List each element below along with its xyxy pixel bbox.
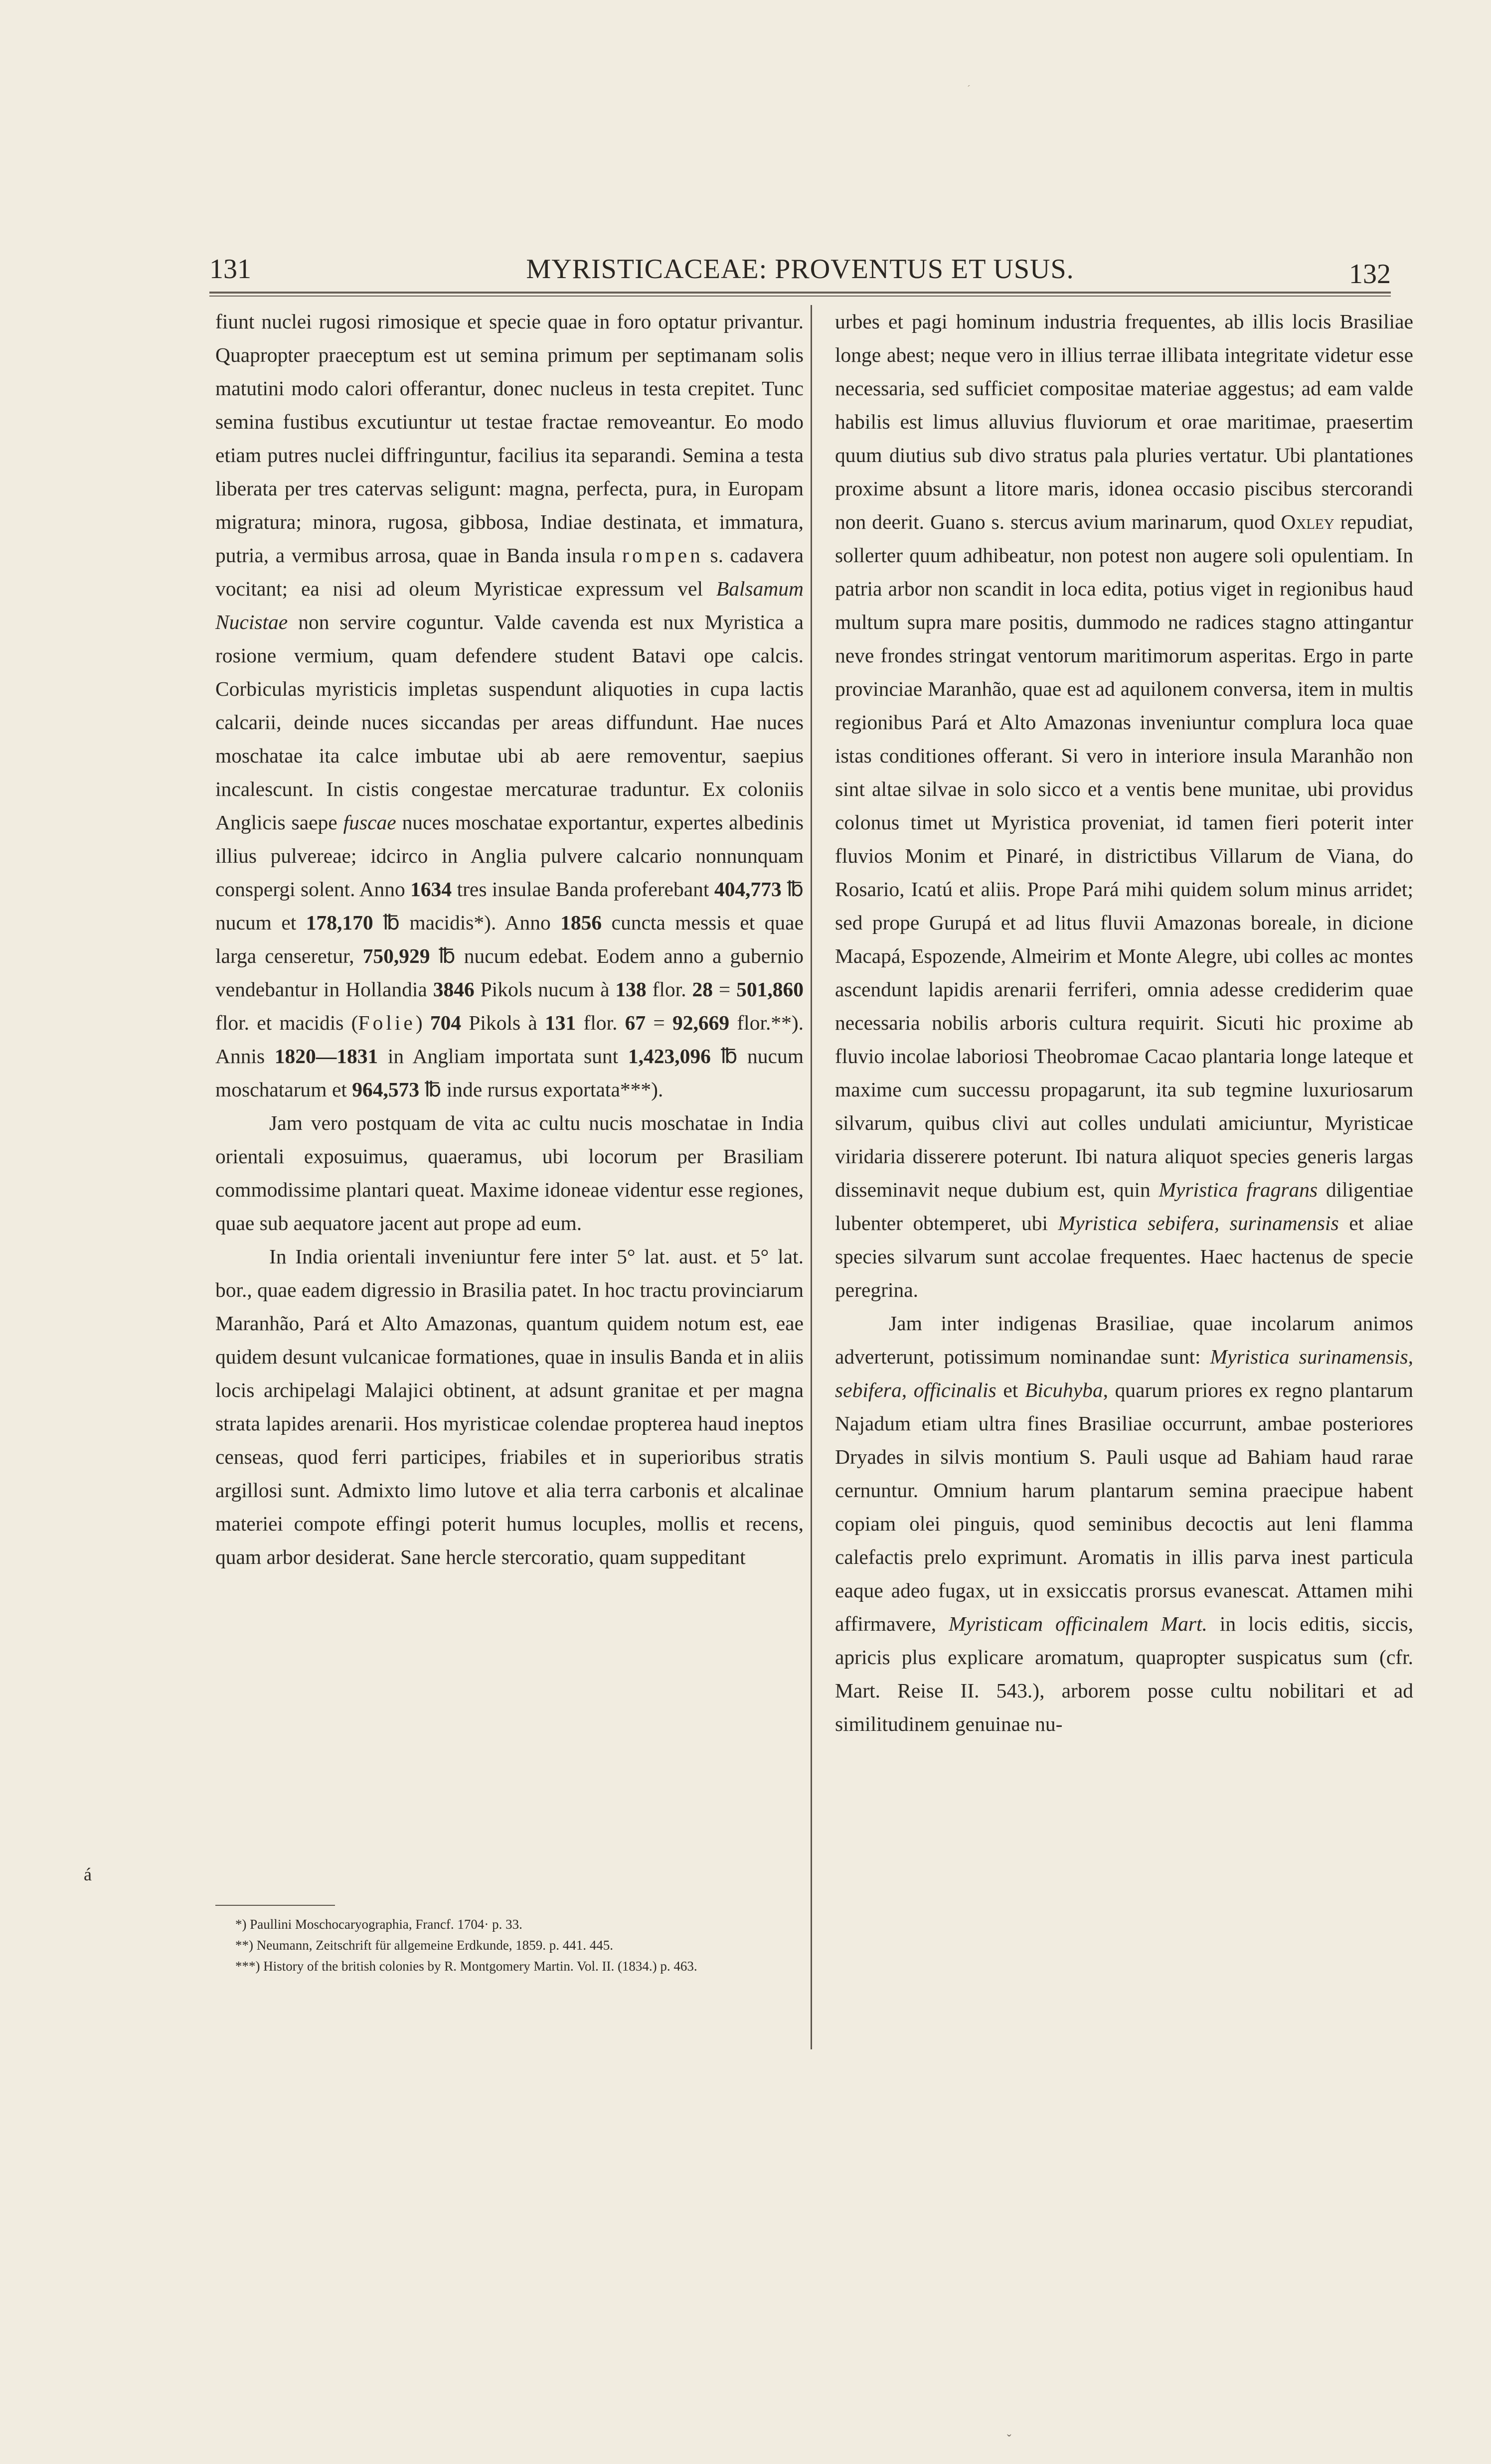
paragraph-2: Jam inter indigenas Brasiliae, quae incolarum animos adverterunt, potissimum nominandae sunt: Myristica surinamensis, sebifera, officinalis et Bicuhyba, quarum priores ex regno plantarum Najadum etiam ultra fines Brasiliae occurrunt, ambae posteriores Dryades in silvis montium S. Pauli usque ad Bahiam haud rarae cernuntur. Omnium harum plantarum semina praecipue habent copiam olei pinguis, quod seminibus decoctis aut leni flamma calefactis prelo exprimunt. Aromatis in illis parva inest particula eaque adeo fugax, ut in exsiccatis prorsus evanescat. Attamen mihi affirmavere, Myristicam officinalem Mart. in locis editis, siccis, apricis plus explicare aromatum, quapropter suspicatus sum (cfr. Mart. Reise II. 543.), arborem posse cultu nobilitari et ad similitudinem genuinae nu-: [835, 1312, 1414, 1735]
page-number-right: 132: [1349, 259, 1391, 290]
bottom-mark: ˇ: [1007, 2432, 1011, 2447]
running-title: MYRISTICACEAE: PROVENTUS ET USUS.: [526, 254, 1074, 285]
header-rule-thin: [209, 296, 1391, 297]
right-column: [835, 305, 1413, 1741]
footnote-rule: [215, 1905, 335, 1906]
footnote: *) Paullini Moschocaryographia, Francf. 1704· p. 33.: [235, 1917, 522, 1932]
paragraph-2: Jam vero postquam de vita ac cultu nucis moschatae in India orientali exposuimus, quaeramus, ubi locorum per Brasiliam commodissime plantari queat. Maxime idoneae videntur esse regiones, quae sub aequatore jacent aut prope ad eum.: [215, 1111, 804, 1234]
column-divider: [811, 305, 812, 2049]
paragraph-1: urbes et pagi hominum industria frequentes, ab illis locis Brasiliae longe abest; neque vero in illius terrae illibata integritate videtur esse necessaria, sed sufficiet compositae materiae aggestus; ad eam valde habilis est limus alluvius fluviorum et orae maritimae, praesertim quum diutius sub divo stratus pala pluries vertatur. Ubi plantationes proxime absunt a litore maris, idonea occasio piscibus stercorandi non deerit. Guano s. stercus avium marinarum, quod Oxley repudiat, sollerter quum adhibeatur, non potest non augere soli opulentiam. In patria arbor non scandit in loca edita, potius viget in regionibus haud multum supra mare positis, dummodo ne radices stagno attingantur neve frondes stringat ventorum maritimorum asperitas. Ergo in parte provinciae Maranhão, quae est ad aquilonem conversa, item in multis regionibus Pará et Alto Amazonas inveniuntur complura loca quae istas conditiones offerant. Si vero in interiore insula Maranhão non sint altae silvae in solo sicco et a ventis bene munitae, ubi providus colonus timet ut Myristica proveniat, id tamen fieri poterit inter fluvios Monim et Pinaré, in districtibus Villarum de Viana, do Rosario, Icatú et aliis. Prope Pará mihi quidem solum minus arridet; sed prope Gurupá et ad litus fluvii Amazonas boreale, in dicione Macapá, Espozende, Almeirim et Monte Alegre, ubi colles ac montes ascendunt lapidis arenarii ferriferi, omnia adesse crediderim quae necessaria nobilis arboris cultura requirit. Sicuti hic proxime ab fluvio incolae laboriosi Theobromae Cacao plantaria longe lateque et maxime cum successu propagarunt, ita sub tegmine luxuriosarum silvarum, quibus clivi aut colles undulati amiciuntur, Myristicae viridaria disserere poterunt. Ibi natura aliquot species generis largas disseminavit neque dubium est, quin Myristica fragrans diligentiae lubenter obtemperet, ubi Myristica sebifera, surinamensis et aliae species silvarum sunt accolae frequentes. Haec hactenus de specie peregrina.: [835, 310, 1414, 1301]
footnotes: [215, 1914, 804, 1977]
stray-mark-top: ´: [967, 84, 971, 95]
header-rule: [209, 292, 1391, 294]
left-column: [215, 305, 804, 1574]
paragraph-1: fiunt nuclei rugosi rimosique et specie quae in foro optatur privantur. Quapropter praeceptum est ut semina primum per septimanam solis matutini modo calori offerantur, donec nucleus in testa crepitet. Tunc semina fustibus excutiuntur ut testae fractae removeantur. Eo modo etiam putres nuclei diffringuntur, facilius ita separandi. Semina a testa liberata per tres catervas seligunt: magna, perfecta, pura, in Europam migratura; minora, rugosa, gibbosa, Indiae destinata, et immatura, putria, a vermibus arrosa, quae in Banda insula rompen s. cadavera vocitant; ea nisi ad oleum Myristicae expressum vel Balsamum Nucistae non servire coguntur. Valde cavenda est nux Myristica a rosione vermium, quam defendere student Batavi ope calcis. Corbiculas myristicis impletas suspendunt aliquoties in cupa lactis calcarii, deinde nuces siccandas per areas diffundunt. Hae nuces moschatae ita calce imbutae ubi ab aere removentur, saepius incalescunt. In cistis congestae mercaturae traduntur. Ex coloniis Anglicis saepe fuscae nuces moschatae exportantur, expertes albedinis illius pulvereae; idcirco in Anglia pulvere calcario nonnunquam conspergi solent. Anno 1634 tres insulae Banda proferebant 404,773 ℔ nucum et 178,170 ℔ macidis*). Anno 1856 cuncta messis et quae larga censeretur, 750,929 ℔ nucum edebat. Eodem anno a gubernio vendebantur in Hollandia 3846 Pikols nucum à 138 flor. 28 = 501,860 flor. et macidis (Folie) 704 Pikols à 131 flor. 67 = 92,669 flor.**). Annis 1820—1831 in Angliam importata sunt 1,423,096 ℔ nucum moschatarum et 964,573 ℔ inde rursus exportata***).: [215, 310, 804, 1101]
paragraph-3: In India orientali inveniuntur fere inter 5° lat. aust. et 5° lat. bor., quae eadem digressio in Brasilia patet. In hoc tractu provinciarum Maranhão, Pará et Alto Amazonas, quantum quidem notum est, eae quidem desunt vulcanicae formationes, quae in insulis Banda et in aliis locis archipelagi Malajici obtinent, at adsunt granitae et per magna strata lapides arenarii. Hos myristicae colendae propterea haud ineptos censeas, quod ferri participes, friabiles et in superioribus stratis argillosi sunt. Admixto limo lutove et alia terra carbonis et alcalinae materiei compote effingi poterit humus locuples, mollis et recens, quam arbor desiderat. Sane hercle stercoratio, quam suppeditant: [215, 1245, 804, 1568]
margin-mark: á: [84, 1864, 92, 1884]
footnote: **) Neumann, Zeitschrift für allgemeine Erdkunde, 1859. p. 441. 445.: [235, 1938, 614, 1953]
page-number-left: 131: [209, 254, 251, 285]
footnote: ***) History of the british colonies by R. Montgomery Martin. Vol. II. (1834.) p. 463.: [235, 1959, 697, 1974]
